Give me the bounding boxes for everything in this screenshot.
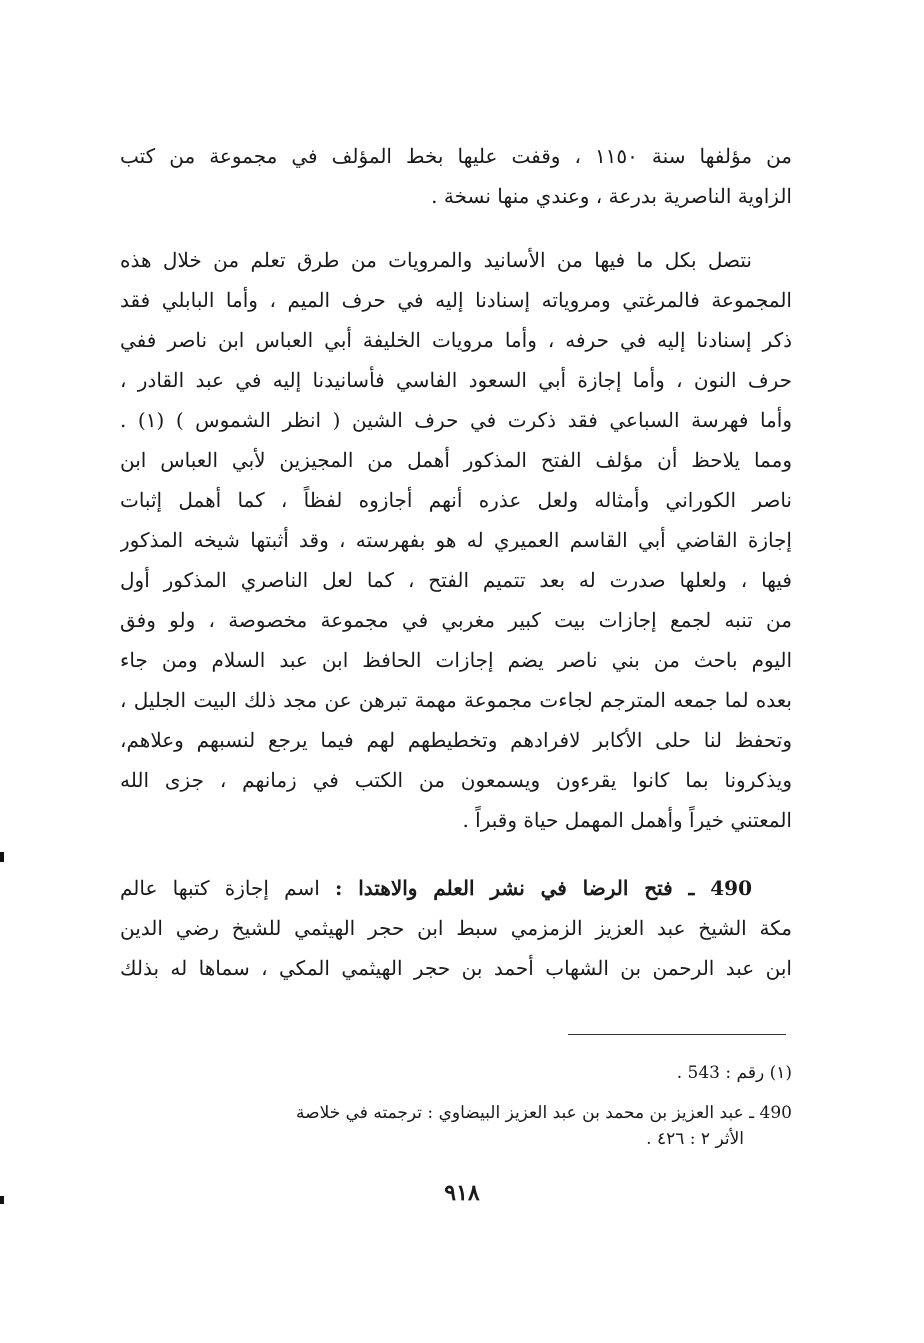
footnote-divider: [568, 1034, 786, 1035]
footnote-text: الأثر ٢ : ٤٢٦ .: [646, 1129, 744, 1149]
text-line: إجازة القاضي أبي القاسم العميري له هو بفهرسته ، وقد أثبتها شيخه المذكور: [120, 528, 792, 552]
scan-margin-mark: [0, 852, 4, 862]
text-line: وأما فهرسة السباعي فقد ذكرت في حرف الشين ( انظر الشموس ) (١) .: [120, 408, 792, 432]
text-line: [120, 868, 792, 908]
text-line: حرف النون ، وأما إجازة أبي السعود الفاسي فأسانيدنا إليه في عبد القادر ،: [120, 368, 792, 392]
text-line: ابن عبد الرحمن بن الشهاب أحمد بن حجر الهيثمي المكي ، سماها له بذلك: [120, 956, 792, 980]
footnote-text: (١) رقم : 543 .: [676, 1063, 792, 1083]
text-line: بعده لما جمعه المترجم لجاءت مجموعة مهمة تبرهن عن مجد ذلك البيت الجليل ،: [120, 688, 792, 712]
text-line: ناصر الكوراني وأمثاله ولعل عذره أنهم أجازوه لفظاً ، كما أهمل إثبات: [120, 488, 792, 512]
text-line: اليوم باحث من بني ناصر يضم إجازات الحافظ ابن عبد السلام ومن جاء: [120, 648, 792, 672]
text-line: المجموعة فالمرغتي ومروياته إسنادنا إليه في حرف الميم ، وأما البابلي فقد: [120, 288, 792, 312]
entry-text: اسم إجازة كتبها عالم: [120, 876, 335, 900]
text-line: الزاوية الناصرية بدرعة ، وعندي منها نسخة .: [431, 184, 792, 208]
scan-margin-mark: [0, 1196, 4, 1204]
footnote-1: [120, 1060, 792, 1086]
text-line: ذكر إسنادنا إليه في حرفه ، وأما مرويات الخليفة أبي العباس ابن ناصر ففي: [120, 328, 792, 352]
paragraph-3: [120, 868, 792, 988]
text-line: من تنبه لجمع إجازات بيت كبير مغربي في مجموعة مخصوصة ، ولو وفق: [120, 608, 792, 632]
text-line: مكة الشيخ عبد العزيز الزمزمي سبط ابن حجر الهيثمي للشيخ رضي الدين: [120, 916, 792, 940]
paragraph-1: [120, 136, 792, 216]
text-line: نتصل بكل ما فيها من الأسانيد والمرويات من طرق تعلم من خلال هذه: [120, 248, 752, 272]
footnote-text: 490 ـ عبد العزيز بن محمد بن عبد العزيز البيضاوي : ترجمته في خلاصة: [296, 1103, 792, 1123]
text-line: وتحفظ لنا حلى الأكابر لافرادهم وتخطيطهم لهم فيما يرجع لنسبهم وعلاهم،: [120, 728, 792, 752]
paragraph-2: [120, 240, 792, 840]
text-line: فيها ، ولعلها صدرت له بعد تتميم الفتح ، كما لعل الناصري المذكور أول: [120, 568, 792, 592]
footnote-2: [120, 1100, 792, 1152]
text-line: من مؤلفها سنة ١١٥٠ ، وقفت عليها بخط المؤلف في مجموعة من كتب: [120, 144, 792, 168]
text-line: ومما يلاحظ أن مؤلف الفتح المذكور أهمل من المجيزين لأبي العباس ابن: [120, 448, 792, 472]
text-line: ويذكرونا بما كانوا يقرءون ويسمعون من الكتب في زمانهم ، جزى الله: [120, 768, 792, 792]
entry-title: 490 ـ فتح الرضا في نشر العلم والاهتدا :: [334, 876, 752, 900]
page-number: ٩١٨: [444, 1180, 480, 1206]
text-line: المعتني خيراً وأهمل المهمل حياة وقبراً .: [462, 808, 792, 832]
